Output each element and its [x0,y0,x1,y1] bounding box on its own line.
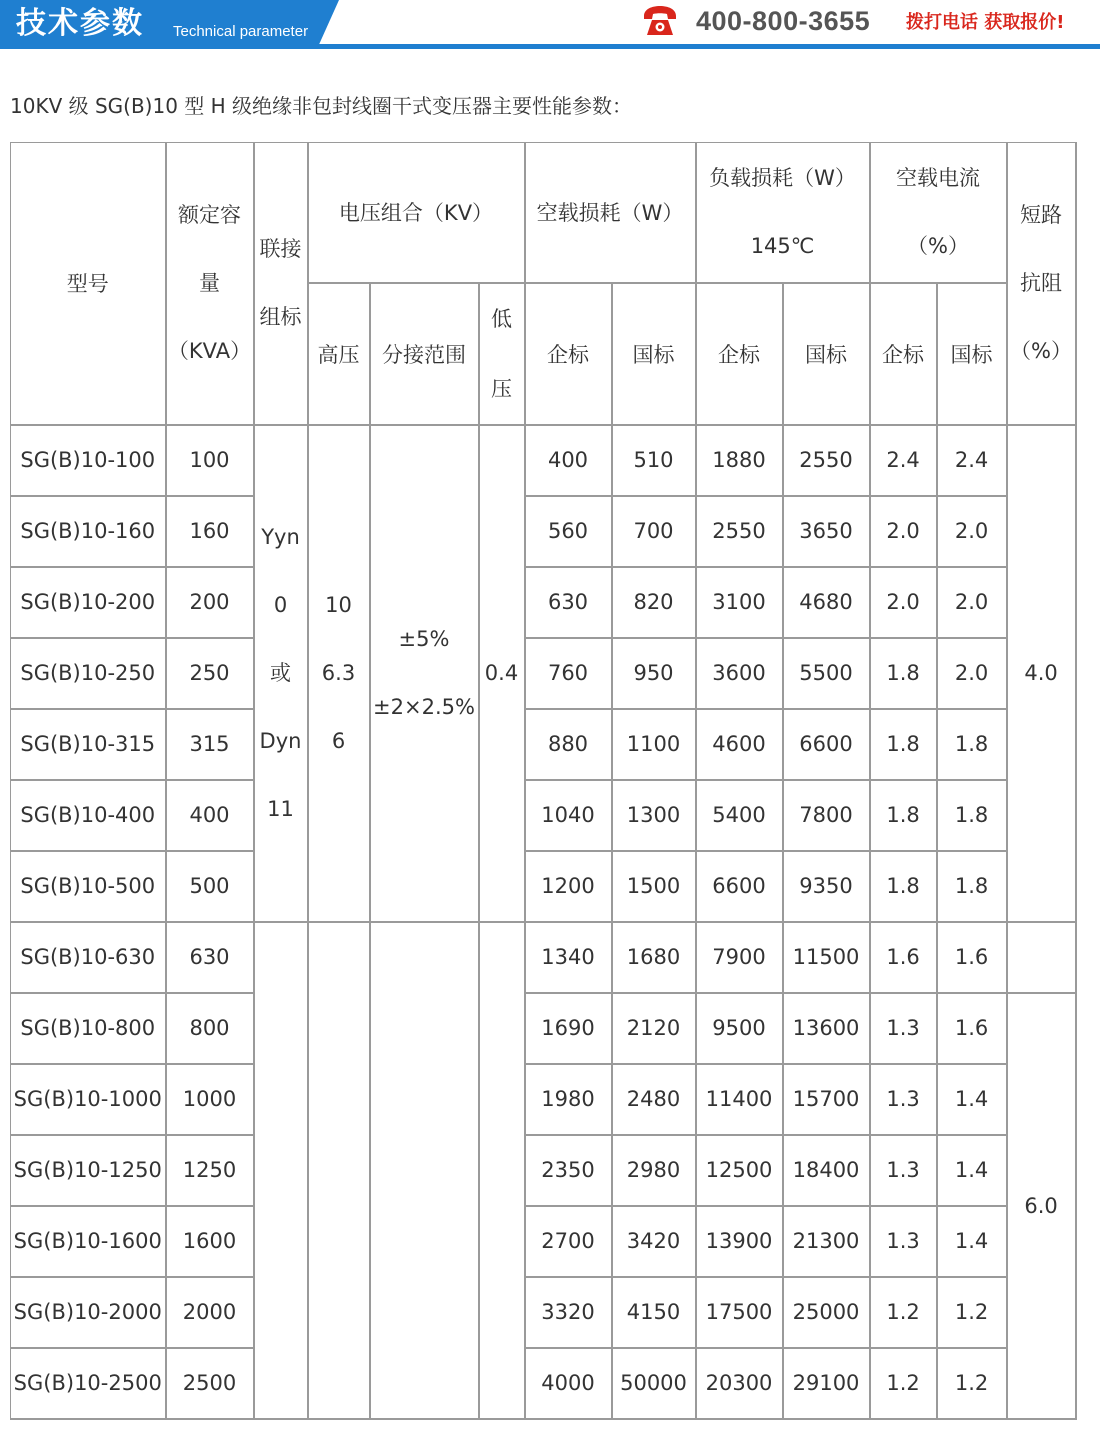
cell-model: SG(B)10-630 [11,922,166,993]
cell-nc-national: 1.4 [937,1064,1007,1135]
header-nc-enterprise: 企标 [870,283,937,425]
cell-nc-enterprise: 1.3 [870,1064,937,1135]
cell-nl-enterprise: 1040 [525,780,612,851]
header-impedance: 短路 抗阻 （%） [1007,143,1076,425]
cell-ll-enterprise: 1880 [696,425,783,496]
cell-ll-national: 6600 [783,709,870,780]
cell-nl-national: 3420 [612,1206,696,1277]
cell-ll-national: 11500 [783,922,870,993]
cell-nl-national: 50000 [612,1348,696,1419]
cell-capacity: 2500 [166,1348,254,1419]
cell-nl-enterprise: 3320 [525,1277,612,1348]
cell-impedance: 6.0 [1007,993,1076,1419]
cell-capacity: 800 [166,993,254,1064]
cell-ll-national: 5500 [783,638,870,709]
cell-model: SG(B)10-1600 [11,1206,166,1277]
cell-model: SG(B)10-2500 [11,1348,166,1419]
cell-connection-group-empty [254,922,308,1419]
cell-nc-national: 1.8 [937,851,1007,922]
header-tap-range: 分接范围 [370,283,479,425]
cell-ll-enterprise: 5400 [696,780,783,851]
header-capacity: 额定容 量 （KVA） [166,143,254,425]
cell-model: SG(B)10-100 [11,425,166,496]
table-row [11,851,1076,922]
cell-capacity: 250 [166,638,254,709]
cell-nl-enterprise: 2700 [525,1206,612,1277]
telephone-icon [640,4,680,38]
cell-ll-enterprise: 6600 [696,851,783,922]
cell-capacity: 200 [166,567,254,638]
section-subtitle: Technical parameter [173,23,309,40]
phone-number[interactable]: 400-800-3655 [696,6,871,36]
section-title: 技术参数 [16,6,144,41]
cell-nc-enterprise: 1.8 [870,709,937,780]
cell-nl-national: 1100 [612,709,696,780]
header-nc-national: 国标 [937,283,1007,425]
table-row [11,780,1076,851]
header-nl-enterprise: 企标 [525,283,612,425]
cell-capacity: 315 [166,709,254,780]
cell-capacity: 1600 [166,1206,254,1277]
cell-nc-enterprise: 1.3 [870,1135,937,1206]
cell-nl-enterprise: 2350 [525,1135,612,1206]
cell-nl-enterprise: 760 [525,638,612,709]
cell-nc-enterprise: 1.2 [870,1277,937,1348]
cell-nc-enterprise: 1.8 [870,638,937,709]
cell-nl-enterprise: 1980 [525,1064,612,1135]
table-row [11,496,1076,567]
header-low-voltage: 低 压 [479,283,525,425]
cell-ll-enterprise: 2550 [696,496,783,567]
cell-model: SG(B)10-400 [11,780,166,851]
table-row [11,1206,1076,1277]
cell-nl-enterprise: 880 [525,709,612,780]
cell-nl-enterprise: 560 [525,496,612,567]
cell-nl-national: 1300 [612,780,696,851]
cell-nc-enterprise: 1.6 [870,922,937,993]
cell-ll-national: 13600 [783,993,870,1064]
cell-model: SG(B)10-2000 [11,1277,166,1348]
cell-ll-enterprise: 3100 [696,567,783,638]
cell-nc-enterprise: 2.4 [870,425,937,496]
cell-high-voltage-empty [308,922,370,1419]
cell-nc-enterprise: 1.2 [870,1348,937,1419]
cell-high-voltage: 10 6.3 6 [308,425,370,922]
header-ll-national: 国标 [783,283,870,425]
table-row [11,1064,1076,1135]
table-row [11,567,1076,638]
cell-nc-national: 1.2 [937,1348,1007,1419]
cell-ll-enterprise: 9500 [696,993,783,1064]
table-row [11,425,1076,496]
header-connection: 联接 组标 [254,143,308,425]
cell-nc-enterprise: 1.8 [870,851,937,922]
cell-nc-national: 1.6 [937,993,1007,1064]
cell-ll-national: 2550 [783,425,870,496]
cell-capacity: 400 [166,780,254,851]
cell-nl-national: 510 [612,425,696,496]
header-no-load-loss: 空载损耗（W） [525,143,696,283]
cell-tap-range: ±5% ±2×2.5% [370,425,479,922]
cell-ll-national: 29100 [783,1348,870,1419]
cell-nc-national: 1.2 [937,1277,1007,1348]
cell-nc-enterprise: 1.8 [870,780,937,851]
cell-capacity: 100 [166,425,254,496]
cell-ll-national: 25000 [783,1277,870,1348]
cell-model: SG(B)10-200 [11,567,166,638]
cell-ll-enterprise: 12500 [696,1135,783,1206]
table-row [11,922,1076,993]
cell-nc-enterprise: 2.0 [870,496,937,567]
cell-model: SG(B)10-500 [11,851,166,922]
header-no-load-current: 空载电流 （%） [870,143,1007,283]
cell-ll-national: 7800 [783,780,870,851]
cell-ll-enterprise: 3600 [696,638,783,709]
cell-nc-enterprise: 1.3 [870,993,937,1064]
cell-tap-range-empty [370,922,479,1419]
cell-ll-national: 9350 [783,851,870,922]
cell-nl-national: 2980 [612,1135,696,1206]
section-title-tab-tail [317,0,339,49]
cell-model: SG(B)10-800 [11,993,166,1064]
cell-ll-national: 3650 [783,496,870,567]
call-for-quote-text[interactable]: 拨打电话 获取报价! [906,12,1065,33]
section-title-tab [0,0,318,49]
cell-nc-national: 2.4 [937,425,1007,496]
cell-ll-enterprise: 13900 [696,1206,783,1277]
header-ll-enterprise: 企标 [696,283,783,425]
cell-nc-national: 1.4 [937,1135,1007,1206]
cell-model: SG(B)10-160 [11,496,166,567]
cell-ll-enterprise: 11400 [696,1064,783,1135]
header-load-loss: 负载损耗（W） 145℃ [696,143,870,283]
cell-nl-national: 820 [612,567,696,638]
table-row [11,709,1076,780]
cell-nl-enterprise: 630 [525,567,612,638]
cell-nl-enterprise: 1340 [525,922,612,993]
cell-nl-national: 950 [612,638,696,709]
cell-ll-enterprise: 7900 [696,922,783,993]
cell-ll-enterprise: 17500 [696,1277,783,1348]
cell-capacity: 160 [166,496,254,567]
cell-capacity: 1000 [166,1064,254,1135]
header-high-voltage: 高压 [308,283,370,425]
cell-model: SG(B)10-1000 [11,1064,166,1135]
cell-connection-group: Yyn 0 或 Dyn 11 [254,425,308,922]
cell-ll-national: 4680 [783,567,870,638]
cell-model: SG(B)10-250 [11,638,166,709]
cell-ll-national: 15700 [783,1064,870,1135]
cell-impedance: 4.0 [1007,425,1076,922]
cell-nc-national: 1.8 [937,780,1007,851]
cell-capacity: 630 [166,922,254,993]
page-header [0,0,1100,50]
cell-nc-enterprise: 1.3 [870,1206,937,1277]
cell-nc-national: 2.0 [937,567,1007,638]
table-row [11,1277,1076,1348]
cell-impedance-empty [1007,922,1076,993]
cell-nc-national: 1.8 [937,709,1007,780]
cell-model: SG(B)10-1250 [11,1135,166,1206]
cell-model: SG(B)10-315 [11,709,166,780]
cell-nl-national: 700 [612,496,696,567]
cell-nc-national: 2.0 [937,496,1007,567]
table-row [11,1135,1076,1206]
table-row [11,638,1076,709]
cell-nl-national: 1500 [612,851,696,922]
cell-nc-national: 1.6 [937,922,1007,993]
cell-low-voltage-empty [479,922,525,1419]
cell-nl-national: 1680 [612,922,696,993]
cell-ll-national: 18400 [783,1135,870,1206]
cell-ll-national: 21300 [783,1206,870,1277]
cell-capacity: 1250 [166,1135,254,1206]
header-nl-national: 国标 [612,283,696,425]
cell-nl-enterprise: 4000 [525,1348,612,1419]
cell-nc-national: 2.0 [937,638,1007,709]
header-model: 型号 [11,143,166,425]
cell-nl-enterprise: 1690 [525,993,612,1064]
cell-ll-enterprise: 20300 [696,1348,783,1419]
cell-nc-national: 1.4 [937,1206,1007,1277]
cell-nl-enterprise: 1200 [525,851,612,922]
cell-capacity: 500 [166,851,254,922]
parameter-table [10,142,1077,1420]
header-voltage-group: 电压组合（KV） [308,143,525,283]
cell-ll-enterprise: 4600 [696,709,783,780]
cell-nc-enterprise: 2.0 [870,567,937,638]
table-row [11,1348,1076,1419]
cell-nl-national: 2120 [612,993,696,1064]
cell-nl-national: 2480 [612,1064,696,1135]
cell-nl-national: 4150 [612,1277,696,1348]
cell-nl-enterprise: 400 [525,425,612,496]
table-row [11,993,1076,1064]
table-caption: 10KV 级 SG(B)10 型 H 级绝缘非包封线圈干式变压器主要性能参数： [10,94,633,118]
cell-capacity: 2000 [166,1277,254,1348]
cell-low-voltage: 0.4 [479,425,525,922]
